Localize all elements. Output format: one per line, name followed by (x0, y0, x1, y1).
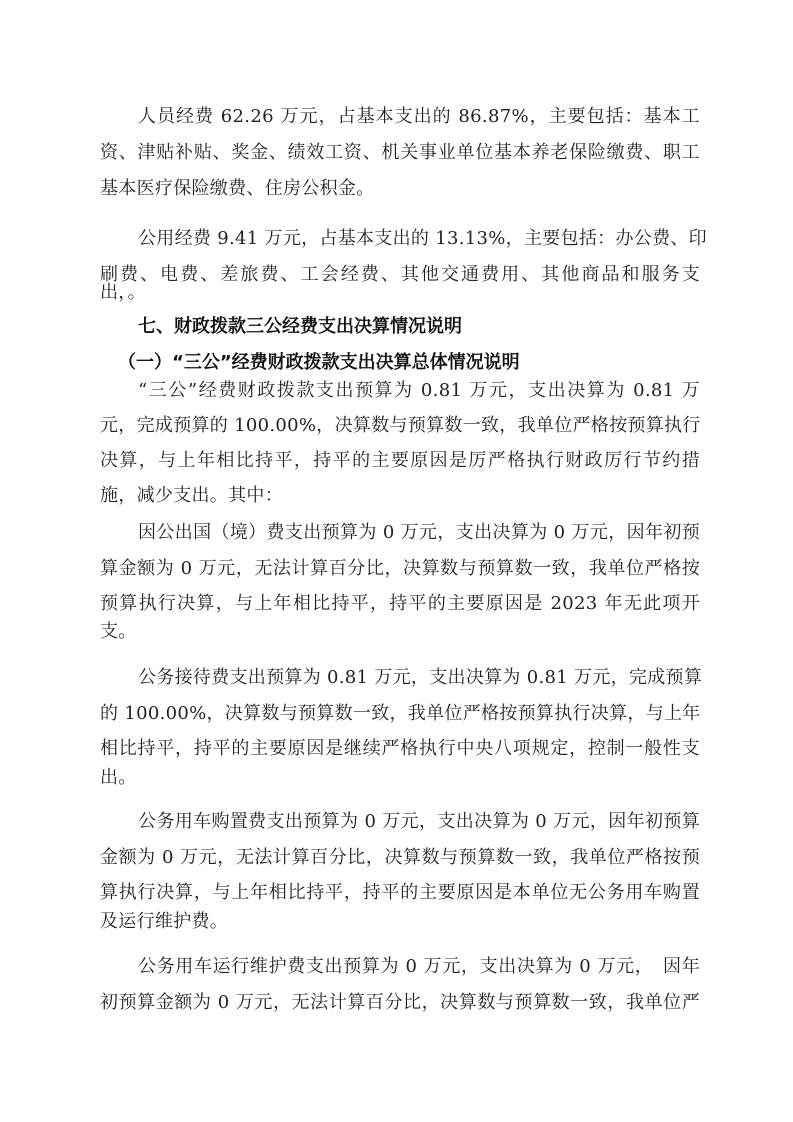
paragraph-line: “三公”经费财政拨款支出预算为 0.81 万元，支出决算为 0.81 万 (138, 380, 700, 401)
section-heading: 七、财政拨款三公经费支出决算情况说明 (138, 316, 462, 337)
paragraph-line: 及运行维护费。 (100, 911, 229, 932)
paragraph-line: 人员经费 62.26 万元，占基本支出的 86.87%，主要包括：基本工 (138, 106, 700, 127)
paragraph-line: 刷费、电费、差旅费、工会经费、其他交通费用、其他商品和服务支 (100, 264, 700, 285)
paragraph-line: 因公出国（境）费支出预算为 0 万元，支出决算为 0 万元，因年初预 (138, 522, 700, 543)
paragraph-line: 算执行决算，与上年相比持平，持平的主要原因是本单位无公务用车购置 (100, 882, 700, 903)
paragraph-line: 的 100.00%，决算数与预算数一致，我单位严格按预算执行决算，与上年 (100, 703, 701, 724)
paragraph-line: 决算，与上年相比持平，持平的主要原因是厉严格执行财政厉行节约措 (100, 450, 700, 471)
paragraph-line: 初预算金额为 0 万元，无法计算百分比，决算数与预算数一致，我单位严 (100, 992, 700, 1013)
paragraph-line: 相比持平，持平的主要原因是继续严格执行中央八项规定，控制一般性支 (100, 738, 700, 759)
paragraph-line: 出。 (100, 767, 137, 788)
paragraph-line: 公务接待费支出预算为 0.81 万元，支出决算为 0.81 万元，完成预算 (138, 667, 703, 688)
paragraph-line: 施，减少支出。其中： (100, 485, 283, 506)
paragraph-line: 元，完成预算的 100.00%，决算数与预算数一致，我单位严格按预算执行 (100, 415, 701, 436)
paragraph-line: 出，。 (100, 282, 146, 303)
paragraph-line: 资、津贴补贴、奖金、绩效工资、机关事业单位基本养老保险缴费、职工 (100, 142, 700, 163)
paragraph-line: 公用经费 9.41 万元，占基本支出的 13.13%，主要包括：办公费、印 (138, 228, 707, 249)
paragraph-line: 预算执行决算，与上年相比持平，持平的主要原因是 2023 年无此项开 (100, 593, 700, 614)
paragraph-line: 基本医疗保险缴费、住房公积金。 (100, 178, 375, 199)
paragraph-line: 金额为 0 万元，无法计算百分比，决算数与预算数一致，我单位严格按预 (100, 847, 700, 868)
subsection-heading: （一）“三公”经费财政拨款支出决算总体情况说明 (118, 352, 520, 373)
paragraph-line: 支。 (100, 621, 137, 642)
paragraph-line: 算金额为 0 万元，无法计算百分比，决算数与预算数一致，我单位严格按 (100, 558, 700, 579)
paragraph-line: 公务用车运行维护费支出预算为 0 万元，支出决算为 0 万元， 因年 (138, 956, 700, 977)
paragraph-line: 公务用车购置费支出预算为 0 万元，支出决算为 0 万元，因年初预算 (138, 811, 700, 832)
